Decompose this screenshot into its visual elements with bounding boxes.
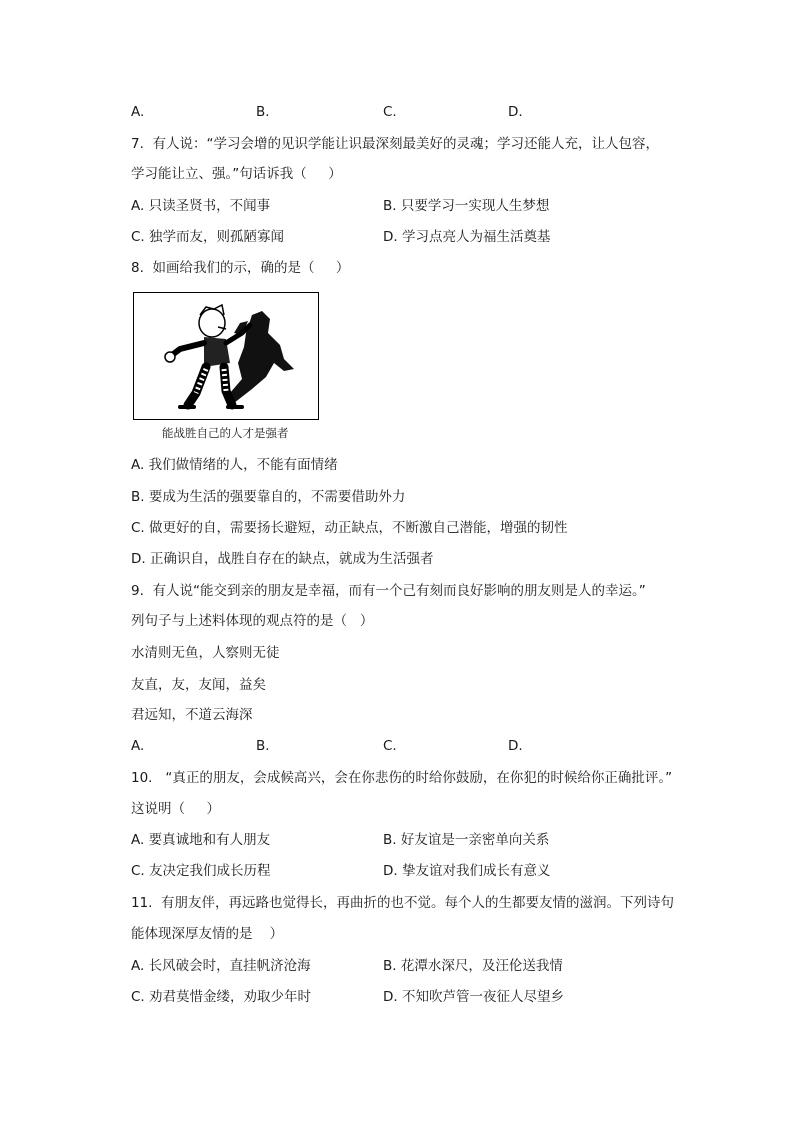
q8-figure-caption: 能战胜自己的人才是强者 bbox=[162, 426, 289, 440]
q8-option-d: D. 正确识自，战胜自存在的缺点，就成为生活强者 bbox=[131, 551, 434, 567]
q11-option-a: A. 长风破会时，直挂帆济沧海 bbox=[131, 958, 311, 974]
q7-stem-line1: 7. 有人说：“学习会增的见识学能让识最深刻最美好的灵魂；学习还能人充，让人包容， bbox=[131, 136, 659, 152]
q9-item-2: 友直，友，友闻，益矣 bbox=[131, 677, 266, 693]
q6-option-a: A. bbox=[131, 104, 145, 120]
q9-option-c: C. bbox=[383, 738, 397, 754]
q8-cartoon-figure bbox=[133, 292, 319, 420]
q10-option-b: B. 好友谊是一亲密单向关系 bbox=[383, 832, 550, 848]
q9-option-b: B. bbox=[256, 738, 270, 754]
q10-option-a: A. 要真诚地和有人朋友 bbox=[131, 832, 271, 848]
q9-option-a: A. bbox=[131, 738, 145, 754]
q10-stem-line1: 10. “真正的朋友，会成候高兴，会在你悲伤的时给你鼓励，在你犯的时候给你正确批评。” bbox=[131, 770, 673, 786]
q9-stem-line1: 9. 有人说“能交到亲的朋友是幸福，而有一个己有刻而良好影响的朋友则是人的幸运。” bbox=[131, 583, 646, 599]
q10-option-d: D. 挚友谊对我们成长有意义 bbox=[383, 863, 551, 879]
q8-option-a: A. 我们做情绪的人，不能有面情绪 bbox=[131, 457, 338, 473]
q11-stem-line1: 11. 有朋友伴，再远路也觉得长，再曲折的也不觉。每个人的生都要友情的滋润。下列诗句 bbox=[131, 895, 675, 911]
q8-option-b: B. 要成为生活的强要靠自的，不需要借助外力 bbox=[131, 489, 406, 505]
q11-option-b: B. 花潭水深尺，及汪伦送我情 bbox=[383, 958, 563, 974]
q10-stem-line2: 这说明（ ） bbox=[131, 801, 220, 817]
q10-option-c: C. 友决定我们成长历程 bbox=[131, 863, 271, 879]
q11-option-d: D. 不知吹芦管一夜征人尽望乡 bbox=[383, 989, 564, 1005]
q6-option-d: D. bbox=[508, 104, 523, 120]
q11-stem-line2: 能体现深厚友情的是 ） bbox=[131, 926, 284, 942]
q9-item-3: 君远知，不道云海深 bbox=[131, 707, 253, 723]
q9-item-1: 水清则无鱼，人察则无徒 bbox=[131, 645, 280, 661]
q7-option-b: B. 只要学习一实现人生梦想 bbox=[383, 198, 550, 214]
q7-option-d: D. 学习点亮人为福生活奠基 bbox=[383, 229, 551, 245]
q6-option-c: C. bbox=[383, 104, 397, 120]
q8-stem: 8. 如画给我们的示，确的是（ ） bbox=[131, 260, 350, 276]
q9-option-d: D. bbox=[508, 738, 523, 754]
q11-option-c: C. 劝君莫惜金缕，劝取少年时 bbox=[131, 989, 312, 1005]
q7-option-a: A. 只读圣贤书，不闻事 bbox=[131, 198, 271, 214]
q6-option-b: B. bbox=[256, 104, 270, 120]
q9-stem-line2: 列句子与上述料体现的观点符的是（ ） bbox=[131, 613, 374, 629]
man-fighting-shadow-illustration bbox=[134, 293, 318, 419]
q7-option-c: C. 独学而友，则孤陋寡闻 bbox=[131, 229, 285, 245]
q7-stem-line2: 学习能让立、强。”句话诉我（ ） bbox=[131, 166, 342, 182]
q8-option-c: C. 做更好的自，需要扬长避短，动正缺点，不断激自己潜能，增强的韧性 bbox=[131, 520, 568, 536]
